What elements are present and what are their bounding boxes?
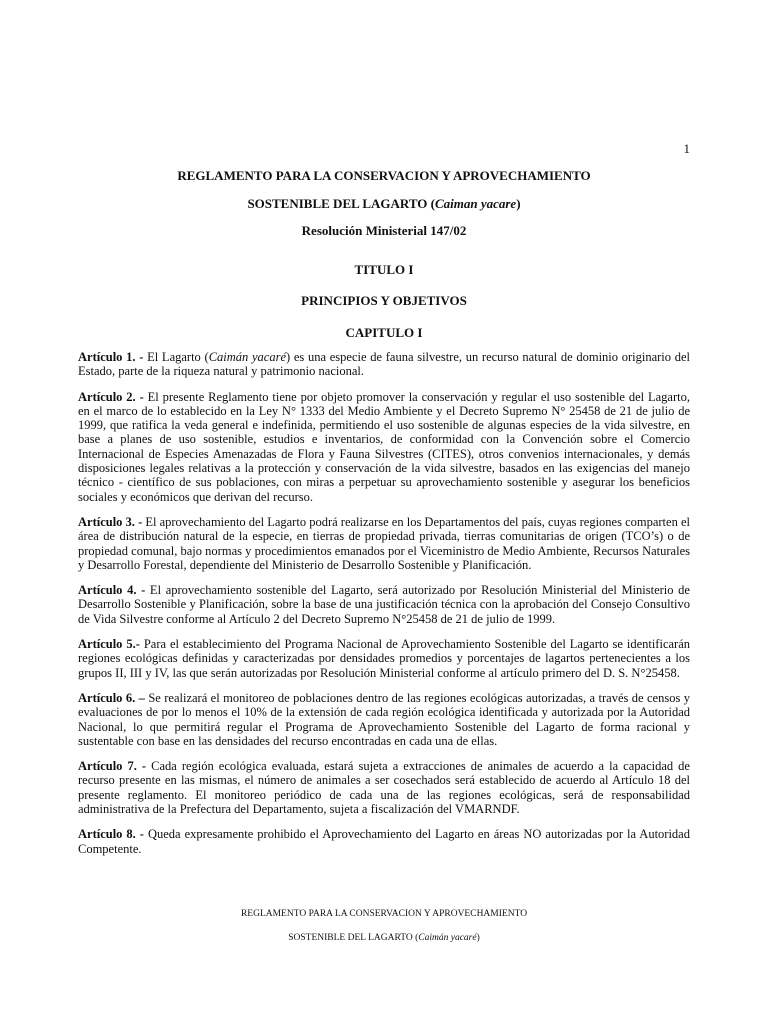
- article-label: Artículo 5.-: [78, 637, 140, 652]
- article-species-name: Caimán yacaré: [208, 350, 286, 364]
- article-2: [78, 390, 690, 504]
- article-text: El presente Reglamento tiene por objeto promover la conservación y regular el uso sostenible del Lagarto, en el marco de lo establecido en la Ley N° 1333 del Medio Ambiente y el Decreto Supremo N° 25458 de 21 de julio de 1999, que ratifica la veda general e indefinida, permitiendo el uso sostenible de algunas especies de la vida silvestre, en base a planes de uso sostenible, estudios e inventarios, de conformidad con la Convención sobre el Comercio Internacional de Especies Amenazadas de Flora y Fauna Silvestres (CITES), otros convenios internacionales, y demás disposiciones legales relativas a la protección y conservación de la vida silvestre, basados en las exigencias del manejo técnico - científico de sus poblaciones, con miras a perpetuar su aprovechamiento sostenible y asegurar los beneficios sociales y económicos que derivan del recurso.: [78, 389, 690, 504]
- footer-line-2-prefix: SOSTENIBLE DEL LAGARTO (: [288, 933, 419, 943]
- article-text: Se realizará el monitoreo de poblaciones dentro de las regiones ecológicas autorizadas, a través de censos y evaluaciones de por lo menos el 10% de la extensión de cada región ecológica identificada y autorizada por la Autoridad Nacional, lo que permitirá regular el Programa de Aprovechamiento Sostenible del Lagarto de forma racional y sustentable con base en las densidades del recurso encontradas en cada una de ellas.: [78, 690, 690, 748]
- page-number: 1: [683, 141, 690, 156]
- document-title-line-1: REGLAMENTO PARA LA CONSERVACION Y APROVECHAMIENTO: [177, 168, 591, 183]
- article-label: Artículo 8. -: [78, 827, 144, 842]
- article-5: [78, 637, 690, 680]
- articles-list: [78, 350, 690, 867]
- article-label: Artículo 2. -: [78, 389, 144, 404]
- article-label: Artículo 7. -: [78, 759, 147, 774]
- footer-line-1: REGLAMENTO PARA LA CONSERVACION Y APROVECHAMIENTO: [240, 909, 528, 919]
- footer-line-2-suffix: ): [476, 933, 480, 943]
- article-text: El aprovechamiento del Lagarto podrá realizarse en los Departamentos del país, cuyas regiones comparten el área de distribución natural de la especie, en tierras de propiedad privada, tierras comunitarias de origen (TCO’s) o de propiedad comunal, bajo normas y procedimientos emanados por el Viceministro de Medio Ambiente, Recursos Naturales y Desarrollo Forestal, dependiente del Ministerio de Desarrollo Sostenible y Planificación.: [78, 514, 690, 572]
- article-6: [78, 691, 690, 748]
- article-label: Artículo 4. -: [78, 583, 146, 598]
- title-species-name: Caiman yacare: [434, 196, 517, 211]
- capitulo-heading: CAPITULO I: [345, 325, 423, 340]
- title-line-2-suffix: ): [516, 196, 521, 211]
- article-1: [78, 350, 690, 379]
- article-text: Cada región ecológica evaluada, estará sujeta a extracciones de animales de acuerdo a la capacidad de recurso presente en las mismas, el número de animales a ser cosechados será establecido de acuerdo al Artículo 18 del presente reglamento. El monitoreo periódico de cada una de las regiones ecológicas, será de responsabilidad administrativa de la Prefectura del Departamento, sujeta a fiscalización del VMARNDF.: [78, 759, 690, 817]
- section-heading: PRINCIPIOS Y OBJETIVOS: [301, 293, 467, 308]
- article-3: [78, 515, 690, 572]
- title-line-2-prefix: SOSTENIBLE DEL LAGARTO (: [247, 196, 435, 211]
- resolution-heading: Resolución Ministerial 147/02: [301, 223, 467, 238]
- article-text: Para el establecimiento del Programa Nacional de Aprovechamiento Sostenible del Lagarto se identificarán regiones ecológicas definidas y caracterizadas por densidades promedios y porcentajes de lagartos pertenecientes a los grupos II, III y IV, las que serán autorizadas por Resolución Ministerial conforme al artículo primero del D. S. N°25458.: [78, 637, 690, 680]
- article-text-before-species: El Lagarto (: [143, 350, 209, 364]
- article-label: Artículo 6. –: [78, 690, 145, 705]
- titulo-heading: TITULO I: [354, 262, 414, 277]
- article-8: [78, 827, 690, 856]
- article-label: Artículo 3. -: [78, 514, 143, 529]
- article-text: Queda expresamente prohibido el Aprovechamiento del Lagarto en áreas NO autorizadas por la Autoridad Competente.: [78, 827, 690, 856]
- article-label: Artículo 1. -: [78, 350, 144, 364]
- article-7: [78, 759, 690, 816]
- document-title-line-2: [78, 196, 690, 212]
- article-text: El aprovechamiento sostenible del Lagarto, será autorizado por Resolución Ministerial del Ministerio de Desarrollo Sostenible y Planificación, sobre la base de una justificación técnica con la aprobación del Consejo Consultivo de Vida Silvestre conforme al Artículo 2 del Decreto Supremo N°25458 de 21 de julio de 1999.: [78, 583, 690, 626]
- article-text-after-species: ) es una especie de fauna silvestre, un recurso natural de dominio originario del Estado, parte de la riqueza natural y patrimonio nacional.: [78, 350, 690, 379]
- footer-line-2: [78, 932, 690, 944]
- article-4: [78, 583, 690, 626]
- footer-species-name: Caimán yacaré: [418, 933, 477, 943]
